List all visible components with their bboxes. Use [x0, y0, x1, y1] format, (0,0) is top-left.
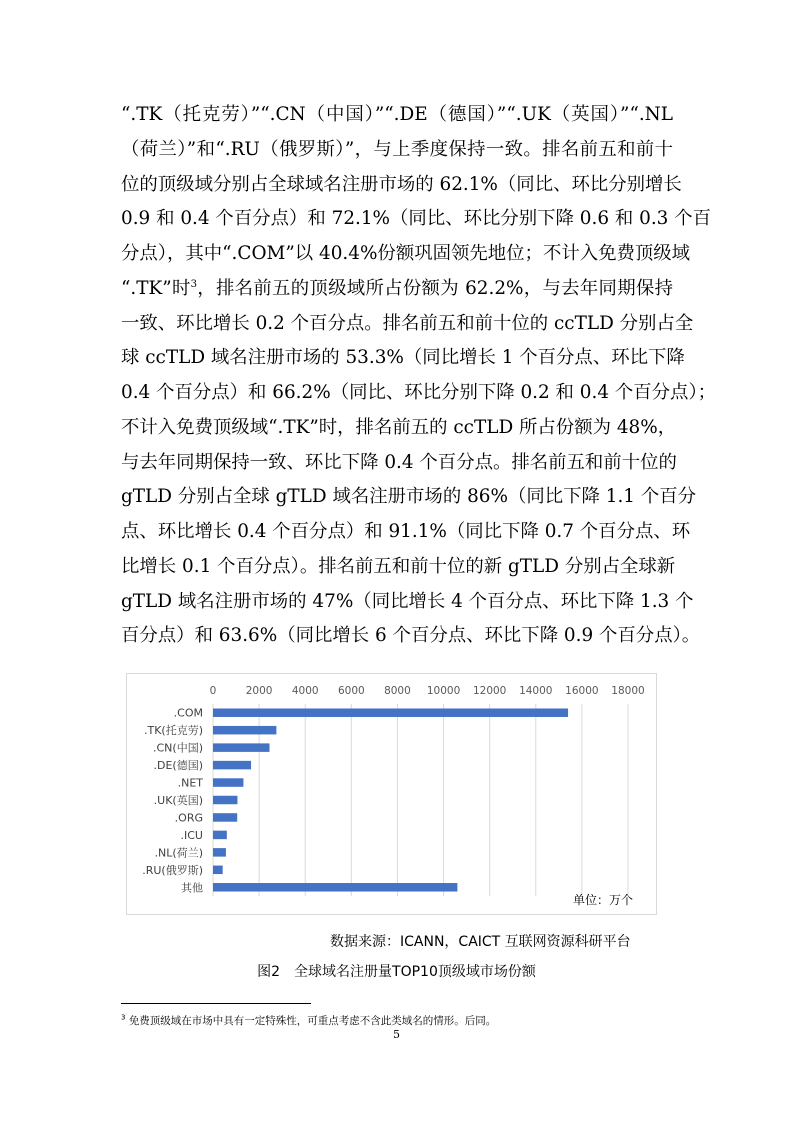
paragraph-line-4: 0.9 和 0.4 个百分点）和 72.1%（同比、环比分别下降 0.6 和 0.3 个百 — [121, 208, 711, 230]
bar — [213, 796, 237, 805]
body-paragraph — [121, 98, 717, 654]
paragraph-line-6 — [121, 272, 673, 307]
paragraph-line-10: 不计入免费顶级域“.TK”时，排名前五的 ccTLD 所占份额为 48%， — [121, 416, 677, 438]
footnote-mark: 3 — [121, 1013, 126, 1022]
category-label: .ORG — [174, 811, 203, 825]
paragraph-line-15: gTLD 域名注册市场的 47%（同比增长 4 个百分点、环比下降 1.3 个 — [121, 590, 694, 612]
bar — [213, 761, 251, 770]
bar — [213, 708, 568, 717]
paragraph-line-13: 点、环比增长 0.4 个百分点）和 91.1%（同比下降 0.7 个百分点、环 — [121, 521, 691, 542]
bar-chart-frame — [126, 673, 657, 915]
paragraph-line-1: “.TK（托克劳）”“.CN（中国）”“.DE（德国）”“.UK（英国）”“.NL — [121, 104, 673, 125]
bar — [213, 883, 457, 892]
paragraph-line-12: gTLD 分别占全球 gTLD 域名注册市场的 86%（同比下降 1.1 个百分 — [121, 486, 697, 508]
category-label: .DE(德国) — [153, 759, 203, 773]
category-label: .COM — [173, 706, 203, 720]
paragraph-line-6a: “.TK”时 — [121, 277, 191, 299]
paragraph-line-7: 一致、环比增长 0.2 个百分点。排名前五和前十位的 ccTLD 分别占全 — [121, 312, 694, 334]
paragraph-line-5: 分点），其中“.COM”以 40.4%份额巩固领先地位；不计入免费顶级域 — [121, 243, 691, 264]
category-label: .UK(英国) — [153, 794, 203, 807]
x-tick-label: 4000 — [291, 685, 319, 697]
figure-caption: 图2 全球域名注册量TOP10顶级域市场份额 — [257, 964, 536, 980]
data-source: 数据来源：ICANN，CAICT 互联网资源科研平台 — [330, 934, 631, 950]
bar — [213, 866, 223, 875]
paragraph-line-11: 与去年同期保持一致、环比下降 0.4 个百分点。排名前五和前十位的 — [121, 451, 677, 473]
bar — [213, 726, 276, 735]
paragraph-line-6b: ，排名前五的顶级域所占份额为 62.2%，与去年同期保持 — [197, 277, 673, 299]
unit-label: 单位：万个 — [572, 893, 633, 907]
x-tick-label: 10000 — [426, 685, 461, 697]
bar — [213, 831, 227, 840]
x-tick-label: 0 — [209, 685, 217, 697]
x-tick-label: 6000 — [337, 685, 365, 697]
category-label: 其他 — [181, 881, 203, 895]
footnote-divider — [121, 1003, 311, 1004]
footnote-reference[interactable]: 3 — [190, 278, 198, 290]
footnote-text: 免费顶级域在市场中具有一定特殊性，可重点考虑不含此类域名的情形。后同。 — [128, 1015, 497, 1027]
paragraph-line-3: 位的顶级域分别占全球域名注册市场的 62.1%（同比、环比分别增长 — [121, 173, 682, 195]
x-tick-label: 16000 — [565, 685, 599, 697]
paragraph-line-14: 比增长 0.1 个百分点）。排名前五和前十位的新 gTLD 分别占全球新 — [121, 555, 676, 577]
category-label: .TK(托克劳) — [143, 724, 203, 738]
x-tick-label: 8000 — [384, 685, 411, 697]
paragraph-line-16: 百分点）和 63.6%（同比增长 6 个百分点、环比下降 0.9 个百分点）。 — [121, 625, 701, 647]
x-tick-label: 2000 — [245, 685, 273, 697]
paragraph-line-9: 0.4 个百分点）和 66.2%（同比、环比分别下降 0.2 和 0.4 个百分点）； — [121, 382, 717, 403]
paragraph-line-8: 球 ccTLD 域名注册市场的 53.3%（同比增长 1 个百分点、环比下降 — [121, 347, 685, 369]
bar-chart — [127, 674, 656, 914]
bar — [213, 743, 269, 752]
category-label: .RU(俄罗斯) — [142, 863, 203, 877]
category-label: .NET — [177, 776, 203, 790]
bar — [213, 778, 243, 787]
footnote — [121, 1013, 496, 1028]
bar — [213, 848, 226, 857]
x-tick-label: 18000 — [611, 685, 645, 697]
page-number: 5 — [393, 1028, 400, 1041]
x-tick-label: 12000 — [472, 685, 507, 697]
category-label: .ICU — [180, 828, 203, 842]
category-label: .CN(中国) — [153, 741, 203, 755]
category-label: .NL(荷兰) — [154, 846, 203, 860]
paragraph-line-2: （荷兰）”和“.RU（俄罗斯）”，与上季度保持一致。排名前五和前十 — [121, 138, 673, 160]
bar — [213, 813, 237, 822]
x-tick-label: 14000 — [519, 685, 553, 697]
